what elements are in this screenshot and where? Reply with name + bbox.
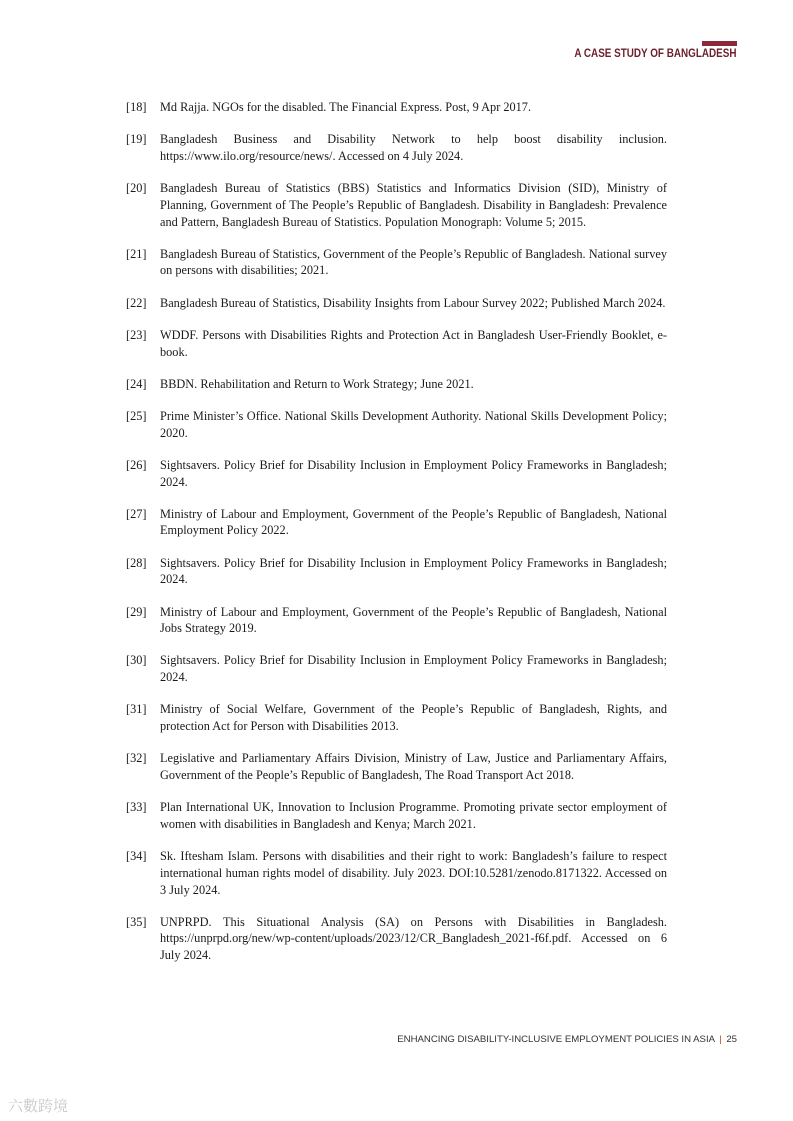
reference-number: [18] xyxy=(126,100,147,114)
reference-text: Ministry of Labour and Employment, Government of the People’s Republic of Bangladesh, National Employment Policy 2022. xyxy=(160,506,667,538)
reference-text: Sightsavers. Policy Brief for Disability Inclusion in Employment Policy Frameworks in Bangladesh; 2024. xyxy=(160,555,667,587)
reference-text: Bangladesh Bureau of Statistics, Government of the People’s Republic of Bangladesh. National survey on persons with disabilities; 2021. xyxy=(160,246,667,278)
reference-number: [28] xyxy=(126,555,147,570)
reference-item xyxy=(126,848,667,898)
reference-list xyxy=(126,99,667,979)
reference-number: [26] xyxy=(126,457,147,472)
reference-item xyxy=(126,799,667,832)
reference-text: Md Rajja. NGOs for the disabled. The Financial Express. Post, 9 Apr 2017. xyxy=(160,100,532,114)
reference-item xyxy=(126,457,667,490)
reference-number: [34] xyxy=(126,849,147,864)
footer-title: ENHANCING DISABILITY-INCLUSIVE EMPLOYMENT POLICIES IN ASIA xyxy=(397,1034,715,1045)
reference-item xyxy=(126,376,667,393)
reference-number: [22] xyxy=(126,295,147,310)
running-header-title: A CASE STUDY OF BANGLADESH xyxy=(573,48,736,60)
reference-number: [32] xyxy=(126,751,147,766)
reference-text: Sk. Iftesham Islam. Persons with disabilities and their right to work: Bangladesh’s failure to respect international human rights model of disability. July 2023. DOI:10.5281/zenodo.8171322. Accessed on 3 July 2024. xyxy=(160,849,667,897)
reference-item xyxy=(126,327,667,360)
running-footer xyxy=(397,1034,737,1045)
reference-text: Plan International UK, Innovation to Inclusion Programme. Promoting private sector employment of women with disabilities in Bangladesh and Kenya; March 2021. xyxy=(160,800,667,831)
watermark-logo xyxy=(8,1095,68,1116)
reference-text: Bangladesh Bureau of Statistics, Disability Insights from Labour Survey 2022; Published March 2024. xyxy=(160,295,666,310)
watermark-text: 六數跨境 xyxy=(8,1097,69,1115)
reference-number: [24] xyxy=(126,376,147,391)
reference-text: WDDF. Persons with Disabilities Rights and Protection Act in Bangladesh User-Friendly Booklet, e-book. xyxy=(160,327,667,359)
reference-item xyxy=(126,604,667,637)
reference-number: [23] xyxy=(126,327,147,342)
page-number: 25 xyxy=(726,1034,737,1045)
reference-item xyxy=(126,555,667,588)
reference-item xyxy=(126,246,667,279)
reference-item xyxy=(126,180,667,230)
reference-text: Prime Minister’s Office. National Skills Development Authority. National Skills Development Policy; 2020. xyxy=(160,408,667,440)
reference-number: [30] xyxy=(126,653,147,668)
reference-text: Legislative and Parliamentary Affairs Division, Ministry of Law, Justice and Parliamentary Affairs, Government of the People’s Republic of Bangladesh, The Road Transport Act 2018. xyxy=(160,751,667,782)
reference-item xyxy=(126,652,667,685)
reference-number: [19] xyxy=(126,132,147,147)
reference-text: Ministry of Social Welfare, Government of the People’s Republic of Bangladesh, Rights, and protection Act for Person with Disabilities 2013. xyxy=(160,702,667,734)
reference-text: Sightsavers. Policy Brief for Disability Inclusion in Employment Policy Frameworks in Bangladesh; 2024. xyxy=(160,457,667,489)
reference-text: Bangladesh Bureau of Statistics (BBS) Statistics and Informatics Division (SID), Ministry of Planning, Government of The People’s Republic of Bangladesh. Disability in Bangladesh: Prevalence and Pattern, Bangladesh Bureau of Statistics. Population Monograph: Volume 5; 2015. xyxy=(160,181,667,229)
reference-item xyxy=(126,750,667,783)
reference-text: Ministry of Labour and Employment, Government of the People’s Republic of Bangladesh, National Jobs Strategy 2019. xyxy=(160,604,667,636)
reference-number: [25] xyxy=(126,408,147,423)
reference-number: [21] xyxy=(126,246,147,261)
reference-text: Sightsavers. Policy Brief for Disability Inclusion in Employment Policy Frameworks in Bangladesh; 2024. xyxy=(160,653,667,685)
reference-number: [27] xyxy=(126,506,147,521)
reference-text: UNPRPD. This Situational Analysis (SA) on Persons with Disabilities in Bangladesh. https://unprpd.org/new/wp-content/uploads/2023/12/CR_Bangladesh_2021-f6f.pdf. Accessed on 6 July 2024. xyxy=(160,914,667,963)
reference-number: [35] xyxy=(126,914,147,929)
reference-item xyxy=(126,408,667,441)
reference-item xyxy=(126,701,667,734)
reference-text: BBDN. Rehabilitation and Return to Work Strategy; June 2021. xyxy=(160,376,474,391)
reference-item xyxy=(126,914,667,964)
reference-item xyxy=(126,506,667,539)
reference-text: Bangladesh Business and Disability Network to help boost disability inclusion. https://www.ilo.org/resource/news/. Accessed on 4 July 2024. xyxy=(160,132,667,163)
reference-number: [31] xyxy=(126,702,147,717)
reference-number: [33] xyxy=(126,800,147,815)
reference-number: [20] xyxy=(126,181,147,196)
reference-item xyxy=(126,295,667,312)
footer-separator: | xyxy=(719,1034,722,1045)
header-accent-bar xyxy=(702,41,737,46)
reference-number: [29] xyxy=(126,604,147,619)
reference-item xyxy=(126,131,667,164)
reference-item xyxy=(126,99,667,116)
